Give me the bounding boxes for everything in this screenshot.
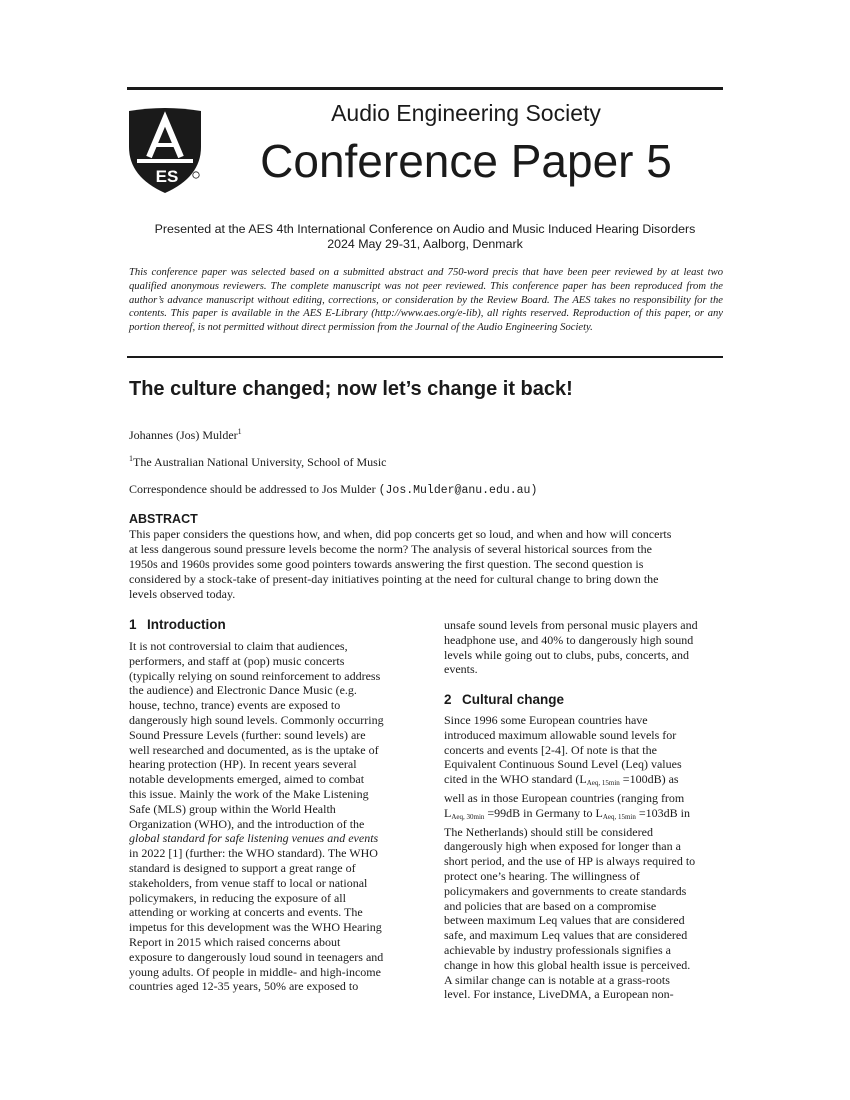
text-line: house, techno, trance) events are exposed to (129, 698, 341, 713)
text-line: standard is designed to support a great range of (129, 860, 356, 875)
affiliation (129, 454, 387, 470)
abstract-line: 1950s and 1960s provides some good pointers towards answering the first question. The second question is (129, 557, 644, 571)
introduction-body-continued (444, 618, 726, 677)
text-line: this issue. Mainly the work of the Make Listening (129, 786, 369, 801)
abstract-line: considered by a stock-take of present-day initiatives pointing at the need for cultural change to bring down the (129, 572, 659, 586)
correspondence-email[interactable]: (Jos.Mulder@anu.edu.au) (378, 484, 538, 497)
abstract-body (129, 527, 723, 602)
text-line: Since 1996 some European countries have (444, 713, 648, 727)
text-line: events. (444, 662, 478, 677)
abstract-line: levels observed today. (129, 587, 236, 601)
text-line-with-subscript (444, 806, 726, 825)
affiliation-text: The Australian National University, School of Music (133, 455, 387, 469)
author-superscript: 1 (237, 427, 242, 436)
text-line: well as in those European countries (ranging from (444, 790, 685, 805)
text-line: impetus for this development was the WHO Hearing (129, 920, 382, 935)
text-line: exposure to dangerously loud sound in teenagers and (129, 949, 384, 964)
text-line: Organization (WHO), and the introduction of the (129, 816, 365, 831)
text-line: policymakers, in reducing the exposure of all (129, 890, 346, 905)
correspondence-text: Correspondence should be addressed to Jos Mulder (129, 482, 379, 496)
society-name: Audio Engineering Society (331, 100, 601, 126)
aes-logo (127, 107, 203, 195)
text-line: attending or working at concerts and events. The (129, 905, 363, 920)
text-line: notable developments emerged, aimed to combat (129, 772, 365, 787)
text-line: well researched and documented, as is the uptake of (129, 742, 379, 757)
text-fragment: =99dB in Germany to L (484, 805, 603, 820)
italic-text-line: global standard for safe listening venues and events (129, 831, 379, 846)
text-line: safe, and maximum Leq values that are considered (444, 928, 688, 943)
text-line: levels while going out to clubs, pubs, concerts, and (444, 647, 689, 662)
text-line-with-subscript (444, 772, 726, 791)
text-line: headphone use, and 40% to dangerously high sound (444, 632, 694, 647)
text-line: Sound Pressure Levels (further: sound levels) are (129, 727, 366, 742)
header-bottom-rule (127, 356, 723, 358)
text-line: (typically relying on sound reinforcement to address (129, 668, 381, 683)
text-line: performers, and staff at (pop) music concerts (129, 653, 345, 668)
svg-text:ES: ES (155, 167, 179, 186)
section-number: 1 (129, 617, 137, 632)
paper-type-title: Conference Paper 5 (260, 135, 672, 187)
text-line: short period, and the use of HP is always required to (444, 854, 696, 869)
text-line: It is not controversial to claim that audiences, (129, 639, 348, 653)
author (129, 427, 242, 443)
subscript: Aeq, 15min (586, 779, 620, 788)
text-fragment: L (444, 805, 452, 820)
text-line: stakeholders, from venue staff to local or national (129, 875, 368, 890)
text-line: in 2022 [1] (further: the WHO standard). The WHO (129, 846, 378, 861)
author-name: Johannes (Jos) Mulder (129, 428, 238, 442)
abstract-heading: ABSTRACT (129, 512, 198, 526)
section-title: Introduction (147, 617, 226, 632)
text-line: dangerously high when exposed for longer than a (444, 839, 681, 854)
text-line: achievable by industry professionals signifies a (444, 942, 671, 957)
text-line: introduced maximum allowable sound levels for (444, 727, 677, 742)
text-line: change in how this global health issue is perceived. (444, 957, 691, 972)
presented-at (127, 222, 723, 252)
text-line: Safe (MLS) group within the World Health (129, 801, 336, 816)
subscript: Aeq, 15min (602, 812, 636, 821)
text-fragment: =103dB in (635, 805, 690, 820)
abstract-line: at less dangerous sound pressure levels become the norm? The analysis of several historical sources from the (129, 542, 652, 556)
text-line: young adults. Of people in middle- and high-income (129, 964, 381, 979)
text-line: the audience) and Electronic Dance Music (e.g. (129, 683, 357, 698)
introduction-body (129, 639, 411, 994)
text-fragment: cited in the WHO standard (L (444, 772, 587, 787)
text-line: and policies that are based on a compromise (444, 898, 657, 913)
text-line: A similar change can is notable at a grass-roots (444, 972, 670, 987)
affiliation-superscript: 1 (129, 454, 133, 463)
text-line: countries aged 12-35 years, 50% are exposed to (129, 979, 359, 994)
subscript: Aeq, 30min (451, 812, 485, 821)
cultural-change-body (444, 713, 726, 1002)
paper-title: The culture changed; now let’s change it back! (129, 378, 573, 400)
text-line: dangerously high sound levels. Commonly occurring (129, 712, 384, 727)
text-line: concerts and events [2-4]. Of note is that the (444, 742, 657, 757)
text-line: Equivalent Continuous Sound Level (Leq) values (444, 757, 682, 772)
disclaimer: This conference paper was selected based on a submitted abstract and 750-word precis that have been peer reviewed by at least two qualified anonymous reviewers. The complete manuscript was not peer reviewed. This conference paper has been reproduced from the author’s advance manuscript without editing, corrections, or consideration by the Review Board. The AES takes no responsibility for the contents. This paper is available in the AES E-Library (http://www.aes.org/e-lib), all rights reserved. Reproduction of this paper, or any portion thereof, is not permitted without direct permission from the Journal of the Audio Engineering Society. (129, 267, 723, 334)
presented-line: 2024 May 29-31, Aalborg, Denmark (327, 237, 523, 251)
header-top-rule (127, 87, 723, 90)
section-number: 2 (444, 692, 452, 707)
text-fragment: =100dB) as (619, 772, 679, 787)
text-line: unsafe sound levels from personal music players and (444, 618, 698, 632)
presented-line: Presented at the AES 4th International Conference on Audio and Music Induced Hearing Disorders (154, 222, 696, 236)
text-line: Report in 2015 which raised concerns about (129, 934, 341, 949)
section-heading-cultural-change (444, 692, 564, 707)
text-line: The Netherlands) should still be considered (444, 824, 653, 839)
text-line: protect one’s hearing. The willingness of (444, 868, 640, 883)
text-line: policymakers and governments to create standards (444, 883, 687, 898)
correspondence (129, 482, 537, 497)
text-line: hearing protection (HP). In recent years several (129, 757, 357, 772)
section-title: Cultural change (462, 692, 565, 707)
abstract-line: This paper considers the questions how, and when, did pop concerts get so loud, and when and how will concerts (129, 527, 672, 541)
text-line: level. For instance, LiveDMA, a European non- (444, 987, 674, 1002)
section-heading-introduction (129, 617, 226, 632)
text-line: between maximum Leq values that are considered (444, 913, 685, 928)
